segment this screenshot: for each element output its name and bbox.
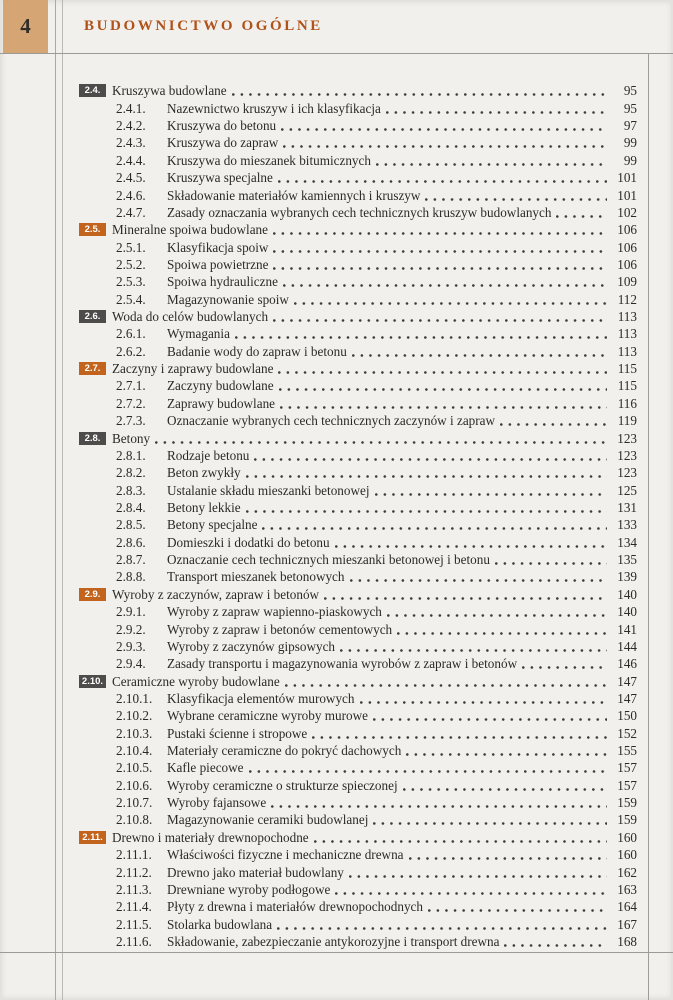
- item-number: 2.5.3.: [116, 274, 146, 290]
- toc-item-row: [79, 499, 637, 516]
- dot-leader: [235, 326, 607, 342]
- item-page-number: 150: [617, 708, 637, 724]
- item-title: Betony specjalne: [167, 517, 258, 533]
- item-page-number: 163: [617, 881, 637, 897]
- item-number: 2.8.8.: [116, 569, 146, 585]
- item-number: 2.4.4.: [116, 152, 146, 168]
- item-number: 2.9.1.: [116, 604, 146, 620]
- item-number: 2.7.1.: [116, 378, 146, 394]
- dot-leader: [373, 812, 607, 828]
- dot-leader: [373, 708, 607, 724]
- item-number: 2.4.6.: [116, 187, 146, 203]
- section-title: Zaczyny i zaprawy budowlane: [112, 361, 274, 377]
- dot-leader: [556, 205, 607, 221]
- dot-leader: [376, 153, 607, 169]
- toc-item-row: [79, 533, 637, 550]
- toc-item-row: [79, 273, 637, 290]
- item-number: 2.10.1.: [116, 690, 153, 706]
- toc-section-row: [79, 82, 637, 99]
- item-title: Spoiwa hydrauliczne: [167, 274, 278, 290]
- item-number: 2.5.1.: [116, 239, 146, 255]
- item-page-number: 99: [623, 135, 637, 151]
- item-title: Materiały ceramiczne do pokryć dachowych: [167, 743, 402, 759]
- item-page-number: 101: [617, 170, 637, 186]
- item-title: Magazynowanie ceramiki budowlanej: [167, 812, 369, 828]
- item-title: Badanie wody do zapraw i betonu: [167, 343, 347, 359]
- item-page-number: 97: [623, 118, 637, 134]
- dot-leader: [254, 448, 607, 464]
- dot-leader: [386, 101, 607, 117]
- item-number: 2.9.3.: [116, 638, 146, 654]
- toc-item-row: [79, 620, 637, 637]
- toc-section-row: [79, 585, 637, 602]
- dot-leader: [271, 795, 607, 811]
- dot-leader: [246, 500, 607, 516]
- item-number: 2.8.1.: [116, 447, 146, 463]
- item-page-number: 141: [617, 621, 637, 637]
- dot-leader: [279, 378, 607, 394]
- item-number: 2.10.5.: [116, 760, 153, 776]
- item-title: Ustalanie składu mieszanki betonowej: [167, 482, 370, 498]
- item-title: Wyroby z zaczynów gipsowych: [167, 638, 336, 654]
- toc-item-row: [79, 603, 637, 620]
- dot-leader: [403, 778, 607, 794]
- item-page-number: 162: [617, 864, 637, 880]
- toc-item-row: [79, 568, 637, 585]
- item-page-number: 155: [617, 743, 637, 759]
- dot-leader: [504, 934, 607, 950]
- item-title: Składowanie, zabezpieczanie antykorozyjne i transport drewna: [167, 933, 500, 949]
- dot-leader: [262, 517, 607, 533]
- item-title: Zaczyny budowlane: [167, 378, 274, 394]
- section-number-badge: 2.5.: [79, 223, 106, 236]
- toc-item-row: [79, 655, 637, 672]
- section-page-number: 106: [617, 222, 637, 238]
- dot-leader: [387, 604, 607, 620]
- item-title: Stolarka budowlana: [167, 916, 273, 932]
- page-number: 4: [20, 14, 31, 38]
- left-margin-line-outer: [55, 0, 56, 1000]
- dot-leader: [350, 569, 607, 585]
- item-number: 2.10.2.: [116, 708, 153, 724]
- item-page-number: 159: [617, 795, 637, 811]
- toc-item-row: [79, 759, 637, 776]
- section-number-badge: 2.9.: [79, 588, 106, 601]
- toc-item-row: [79, 325, 637, 342]
- item-page-number: 123: [617, 465, 637, 481]
- dot-leader: [281, 118, 607, 134]
- item-title: Nazewnictwo kruszyw i ich klasyfikacja: [167, 100, 381, 116]
- toc-item-row: [79, 394, 637, 411]
- item-number: 2.9.2.: [116, 621, 146, 637]
- toc-section-row: [79, 221, 637, 238]
- item-title: Spoiwa powietrzne: [167, 256, 269, 272]
- section-number-badge: 2.11.: [79, 831, 106, 844]
- toc-item-row: [79, 151, 637, 168]
- item-number: 2.11.2.: [116, 864, 152, 880]
- dot-leader: [312, 726, 607, 742]
- item-title: Kruszywa do zapraw: [167, 135, 279, 151]
- item-number: 2.8.2.: [116, 465, 146, 481]
- toc-item-row: [79, 846, 637, 863]
- dot-leader: [324, 587, 607, 603]
- dot-leader: [278, 170, 607, 186]
- dot-leader: [428, 899, 607, 915]
- toc-item-row: [79, 724, 637, 741]
- left-margin-line-inner: [62, 0, 63, 1000]
- item-page-number: 125: [617, 482, 637, 498]
- header-rule: [0, 53, 673, 54]
- toc-item-row: [79, 204, 637, 221]
- toc-item-row: [79, 933, 637, 950]
- dot-leader: [283, 135, 607, 151]
- item-page-number: 106: [617, 239, 637, 255]
- item-title: Transport mieszanek betonowych: [167, 569, 345, 585]
- toc-item-row: [79, 412, 637, 429]
- item-number: 2.4.2.: [116, 118, 146, 134]
- item-number: 2.8.3.: [116, 482, 146, 498]
- item-title: Wymagania: [167, 326, 230, 342]
- item-number: 2.5.2.: [116, 256, 146, 272]
- dot-leader: [397, 622, 607, 638]
- dot-leader: [278, 361, 607, 377]
- dot-leader: [349, 865, 607, 881]
- item-number: 2.6.1.: [116, 326, 146, 342]
- toc-list: [79, 82, 637, 950]
- item-page-number: 140: [617, 604, 637, 620]
- dot-leader: [409, 847, 607, 863]
- item-title: Betony lekkie: [167, 499, 241, 515]
- item-page-number: 168: [617, 933, 637, 949]
- section-page-number: 140: [617, 586, 637, 602]
- dot-leader: [335, 535, 607, 551]
- item-number: 2.4.1.: [116, 100, 146, 116]
- dot-leader: [375, 483, 607, 499]
- item-title: Wyroby z zapraw i betonów cementowych: [167, 621, 393, 637]
- item-title: Magazynowanie spoiw: [167, 291, 289, 307]
- item-title: Kruszywa do betonu: [167, 118, 277, 134]
- item-title: Pustaki ścienne i stropowe: [167, 725, 308, 741]
- item-title: Oznaczanie cech technicznych mieszanki betonowej i betonu: [167, 552, 490, 568]
- dot-leader: [246, 465, 607, 481]
- item-page-number: 99: [623, 152, 637, 168]
- toc-section-row: [79, 360, 637, 377]
- item-number: 2.11.5.: [116, 916, 152, 932]
- section-page-number: 123: [617, 430, 637, 446]
- item-title: Zasady transportu i magazynowania wyrobów z zapraw i betonów: [167, 656, 518, 672]
- toc-item-row: [79, 447, 637, 464]
- item-number: 2.5.4.: [116, 291, 146, 307]
- item-page-number: 101: [617, 187, 637, 203]
- section-page-number: 160: [617, 829, 637, 845]
- item-number: 2.11.1.: [116, 847, 152, 863]
- item-number: 2.10.7.: [116, 795, 153, 811]
- item-number: 2.7.3.: [116, 413, 146, 429]
- item-title: Wybrane ceramiczne wyroby murowe: [167, 708, 368, 724]
- section-title: Drewno i materiały drewnopochodne: [112, 829, 309, 845]
- toc-item-row: [79, 638, 637, 655]
- item-title: Klasyfikacja elementów murowych: [167, 690, 355, 706]
- item-number: 2.10.3.: [116, 725, 153, 741]
- dot-leader: [280, 396, 607, 412]
- item-page-number: 113: [617, 343, 637, 359]
- item-title: Płyty z drewna i materiałów drewnopochodnych: [167, 899, 423, 915]
- section-number-badge: 2.10.: [79, 675, 106, 688]
- dot-leader: [495, 552, 607, 568]
- toc-item-row: [79, 516, 637, 533]
- item-title: Drewniane wyroby podłogowe: [167, 881, 331, 897]
- toc-item-row: [79, 377, 637, 394]
- running-head-title: BUDOWNICTWO OGÓLNE: [84, 18, 323, 34]
- toc-item-row: [79, 881, 637, 898]
- dot-leader: [283, 274, 607, 290]
- item-number: 2.11.6.: [116, 933, 152, 949]
- section-title: Wyroby z zaczynów, zapraw i betonów: [112, 586, 320, 602]
- dot-leader: [249, 760, 607, 776]
- item-title: Domieszki i dodatki do betonu: [167, 534, 330, 550]
- dot-leader: [335, 882, 607, 898]
- dot-leader: [314, 830, 607, 846]
- item-number: 2.11.3.: [116, 881, 152, 897]
- dot-leader: [522, 656, 607, 672]
- section-page-number: 113: [617, 309, 637, 325]
- toc-item-row: [79, 776, 637, 793]
- toc-item-row: [79, 481, 637, 498]
- toc-item-row: [79, 99, 637, 116]
- item-title: Kruszywa specjalne: [167, 170, 273, 186]
- item-number: 2.8.5.: [116, 517, 146, 533]
- item-number: 2.8.6.: [116, 534, 146, 550]
- toc-section-row: [79, 308, 637, 325]
- dot-leader: [500, 413, 607, 429]
- item-page-number: 157: [617, 777, 637, 793]
- toc-item-row: [79, 290, 637, 307]
- dot-leader: [360, 691, 608, 707]
- toc-item-row: [79, 898, 637, 915]
- toc-item-row: [79, 464, 637, 481]
- item-page-number: 160: [617, 847, 637, 863]
- item-title: Składowanie materiałów kamiennych i kruszyw: [167, 187, 421, 203]
- dot-leader: [155, 431, 607, 447]
- section-title: Woda do celów budowlanych: [112, 309, 269, 325]
- item-page-number: 146: [617, 656, 637, 672]
- item-page-number: 152: [617, 725, 637, 741]
- item-title: Kafle piecowe: [167, 760, 244, 776]
- section-title: Betony: [112, 430, 151, 446]
- dot-leader: [285, 674, 607, 690]
- item-number: 2.10.8.: [116, 812, 153, 828]
- toc-section-row: [79, 828, 637, 845]
- item-page-number: 113: [617, 326, 637, 342]
- section-page-number: 95: [623, 83, 637, 99]
- toc-item-row: [79, 707, 637, 724]
- section-title: Kruszywa budowlane: [112, 83, 227, 99]
- item-page-number: 157: [617, 760, 637, 776]
- item-page-number: 167: [617, 916, 637, 932]
- toc-item-row: [79, 690, 637, 707]
- toc-item-row: [79, 256, 637, 273]
- item-page-number: 159: [617, 812, 637, 828]
- item-number: 2.10.4.: [116, 743, 153, 759]
- dot-leader: [273, 222, 607, 238]
- item-page-number: 134: [617, 534, 637, 550]
- toc-item-row: [79, 134, 637, 151]
- dot-leader: [406, 743, 607, 759]
- item-page-number: 147: [617, 690, 637, 706]
- toc-item-row: [79, 169, 637, 186]
- toc-section-row: [79, 429, 637, 446]
- toc-item-row: [79, 915, 637, 932]
- dot-leader: [277, 917, 607, 933]
- toc-item-row: [79, 742, 637, 759]
- item-number: 2.11.4.: [116, 899, 152, 915]
- item-title: Wyroby ceramiczne o strukturze spieczonej: [167, 777, 398, 793]
- item-title: Klasyfikacja spoiw: [167, 239, 269, 255]
- item-title: Drewno jako materiał budowlany: [167, 864, 344, 880]
- item-page-number: 135: [617, 552, 637, 568]
- item-title: Zasady oznaczania wybranych cech technicznych kruszyw budowlanych: [167, 204, 552, 220]
- item-page-number: 133: [617, 517, 637, 533]
- item-number: 2.4.3.: [116, 135, 146, 151]
- toc-item-row: [79, 551, 637, 568]
- dot-leader: [352, 344, 607, 360]
- item-number: 2.9.4.: [116, 656, 146, 672]
- item-title: Wyroby z zapraw wapienno-piaskowych: [167, 604, 382, 620]
- item-page-number: 102: [617, 204, 637, 220]
- item-number: 2.4.7.: [116, 204, 146, 220]
- item-page-number: 119: [617, 413, 637, 429]
- item-number: 2.8.4.: [116, 499, 146, 515]
- item-page-number: 123: [617, 447, 637, 463]
- item-page-number: 116: [617, 395, 637, 411]
- item-page-number: 95: [623, 100, 637, 116]
- item-title: Właściwości fizyczne i mechaniczne drewna: [167, 847, 404, 863]
- item-number: 2.4.5.: [116, 170, 146, 186]
- item-page-number: 144: [617, 638, 637, 654]
- right-margin-line: [648, 53, 649, 1000]
- dot-leader: [273, 257, 607, 273]
- section-page-number: 147: [617, 673, 637, 689]
- dot-leader: [294, 292, 607, 308]
- dot-leader: [232, 83, 607, 99]
- item-page-number: 164: [617, 899, 637, 915]
- dot-leader: [340, 639, 607, 655]
- toc-item-row: [79, 794, 637, 811]
- item-title: Rodzaje betonu: [167, 447, 250, 463]
- section-number-badge: 2.8.: [79, 432, 106, 445]
- dot-leader: [273, 309, 607, 325]
- page-number-box: [3, 0, 48, 53]
- item-page-number: 112: [617, 291, 637, 307]
- item-title: Zaprawy budowlane: [167, 395, 276, 411]
- toc-section-row: [79, 672, 637, 689]
- item-page-number: 115: [617, 378, 637, 394]
- item-title: Oznaczanie wybranych cech technicznych zaczynów i zapraw: [167, 413, 496, 429]
- dot-leader: [425, 188, 607, 204]
- dot-leader: [273, 240, 607, 256]
- toc-item-row: [79, 811, 637, 828]
- toc-item-row: [79, 863, 637, 880]
- toc-item-row: [79, 117, 637, 134]
- section-page-number: 115: [617, 361, 637, 377]
- item-title: Wyroby fajansowe: [167, 795, 267, 811]
- item-number: 2.7.2.: [116, 395, 146, 411]
- item-page-number: 109: [617, 274, 637, 290]
- item-number: 2.8.7.: [116, 552, 146, 568]
- item-number: 2.10.6.: [116, 777, 153, 793]
- section-title: Ceramiczne wyroby budowlane: [112, 673, 280, 689]
- item-page-number: 131: [617, 499, 637, 515]
- section-number-badge: 2.6.: [79, 310, 106, 323]
- footer-rule: [0, 952, 673, 953]
- item-page-number: 106: [617, 256, 637, 272]
- item-title: Beton zwykły: [167, 465, 241, 481]
- section-number-badge: 2.7.: [79, 362, 106, 375]
- section-number-badge: 2.4.: [79, 84, 106, 97]
- toc-item-row: [79, 342, 637, 359]
- item-page-number: 139: [617, 569, 637, 585]
- section-title: Mineralne spoiwa budowlane: [112, 222, 269, 238]
- item-number: 2.6.2.: [116, 343, 146, 359]
- toc-item-row: [79, 238, 637, 255]
- item-title: Kruszywa do mieszanek bitumicznych: [167, 152, 371, 168]
- toc-item-row: [79, 186, 637, 203]
